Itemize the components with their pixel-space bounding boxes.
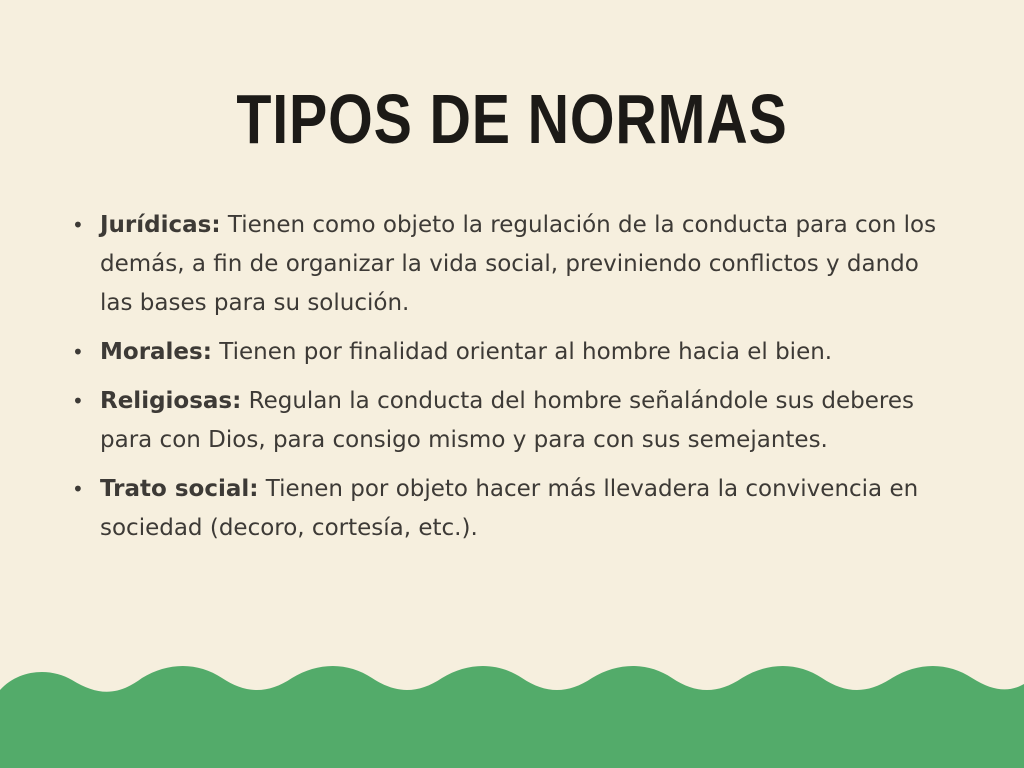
wave-decoration xyxy=(0,658,1024,768)
bullet-term: Morales: xyxy=(100,339,212,365)
bullet-list xyxy=(72,206,952,558)
bullet-text: Tienen por objeto hacer más llevadera la convivencia en sociedad (decoro, cortesía, etc.). xyxy=(100,476,919,541)
bullet-item-morales xyxy=(72,333,952,372)
bullet-item-religiosas xyxy=(72,382,952,460)
bullet-text: Regulan la conducta del hombre señalándole sus deberes para con Dios, para consigo mismo y para con sus semejantes. xyxy=(100,388,914,453)
bullet-term: Religiosas: xyxy=(100,388,242,414)
bullet-text: Tienen como objeto la regulación de la conducta para con los demás, a fin de organizar la vida social, previniendo conflictos y dando las bases para su solución. xyxy=(100,212,937,316)
bullet-dot-icon: • xyxy=(72,477,84,501)
bullet-text: Tienen por finalidad orientar al hombre hacia el bien. xyxy=(219,339,833,365)
bullet-term: Trato social: xyxy=(100,476,259,502)
bullet-item-trato-social xyxy=(72,470,952,548)
bullet-term: Jurídicas: xyxy=(100,212,221,238)
bullet-item-juridicas xyxy=(72,206,952,323)
bullet-dot-icon: • xyxy=(72,340,84,364)
bullet-dot-icon: • xyxy=(72,389,84,413)
bullet-dot-icon: • xyxy=(72,213,84,237)
slide-title: TIPOS DE NORMAS xyxy=(236,80,788,158)
wave-shape xyxy=(0,666,1024,768)
